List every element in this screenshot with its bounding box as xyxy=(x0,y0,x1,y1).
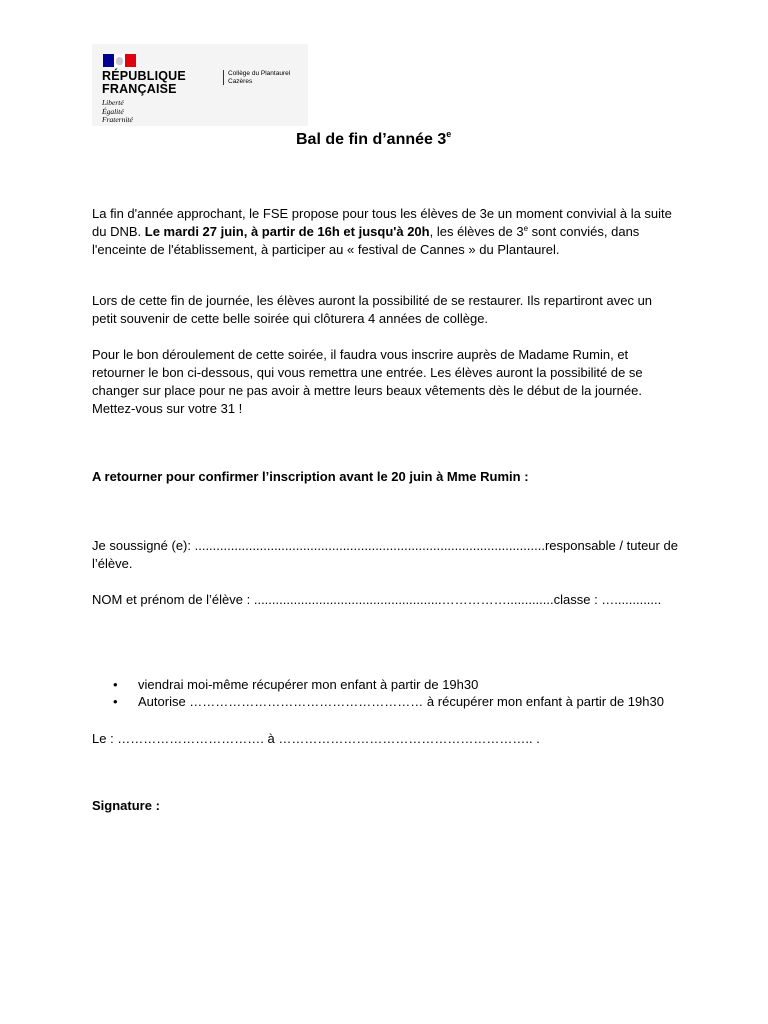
marianne-flag-icon xyxy=(103,54,136,67)
republique-francaise-logo xyxy=(92,44,308,126)
republic-motto: Liberté Égalité Fraternité xyxy=(102,98,133,124)
college-name: Collège du Plantaurel Cazères xyxy=(228,70,291,85)
list-item: • viendrai moi-même récupérer mon enfant à partir de 19h30 xyxy=(113,676,664,693)
page-title: Bal de fin d’année 3e xyxy=(296,129,452,148)
logo-separator xyxy=(223,70,224,85)
student-name-field[interactable]: NOM et prénom de l’élève : ....................................................…………….............classe : …............. xyxy=(92,592,662,607)
evening-paragraph: Lors de cette fin de journée, les élèves auront la possibilité de se restaurer. Ils repartiront avec un petit souvenir de cette belle soirée qui clôturera 4 années de collège. xyxy=(92,293,653,326)
registration-paragraph: Pour le bon déroulement de cette soirée, il faudra vous inscrire auprès de Madame Rumin, et retourner le bon ci-dessous, qui vous remettra une entrée. Les élèves auront la possibilité de se changer sur place pour ne pas avoir à mettre leurs beaux vêtements dès le début de la journée. Mettez-vous sur votre 31 ! xyxy=(92,347,643,416)
undersigned-field[interactable]: Je soussigné (e): .................................................................................................responsable / tuteur de l’élève. xyxy=(92,538,678,571)
place-date-field[interactable]: Le : ……………………………. à ………………………………………………….. . xyxy=(92,731,540,746)
intro-paragraph: La fin d'année approchant, le FSE propose pour tous les élèves de 3e un moment convivial à la suite du DNB. Le mardi 27 juin, à partir de 16h et jusqu'à 20h, les élèves de 3e sont conviés, dans l'enceinte de l'établissement, à participer au « festival de Cannes » du Plantaurel. xyxy=(92,206,672,257)
return-instructions: A retourner pour confirmer l’inscription avant le 20 juin à Mme Rumin : xyxy=(92,469,529,484)
pickup-options-list xyxy=(113,676,664,710)
signature-label: Signature : xyxy=(92,798,160,813)
list-item: • Autorise ……………………………………………… à récupérer mon enfant à partir de 19h30 xyxy=(113,693,664,710)
republique-francaise-label: RÉPUBLIQUE FRANÇAISE xyxy=(102,69,186,96)
